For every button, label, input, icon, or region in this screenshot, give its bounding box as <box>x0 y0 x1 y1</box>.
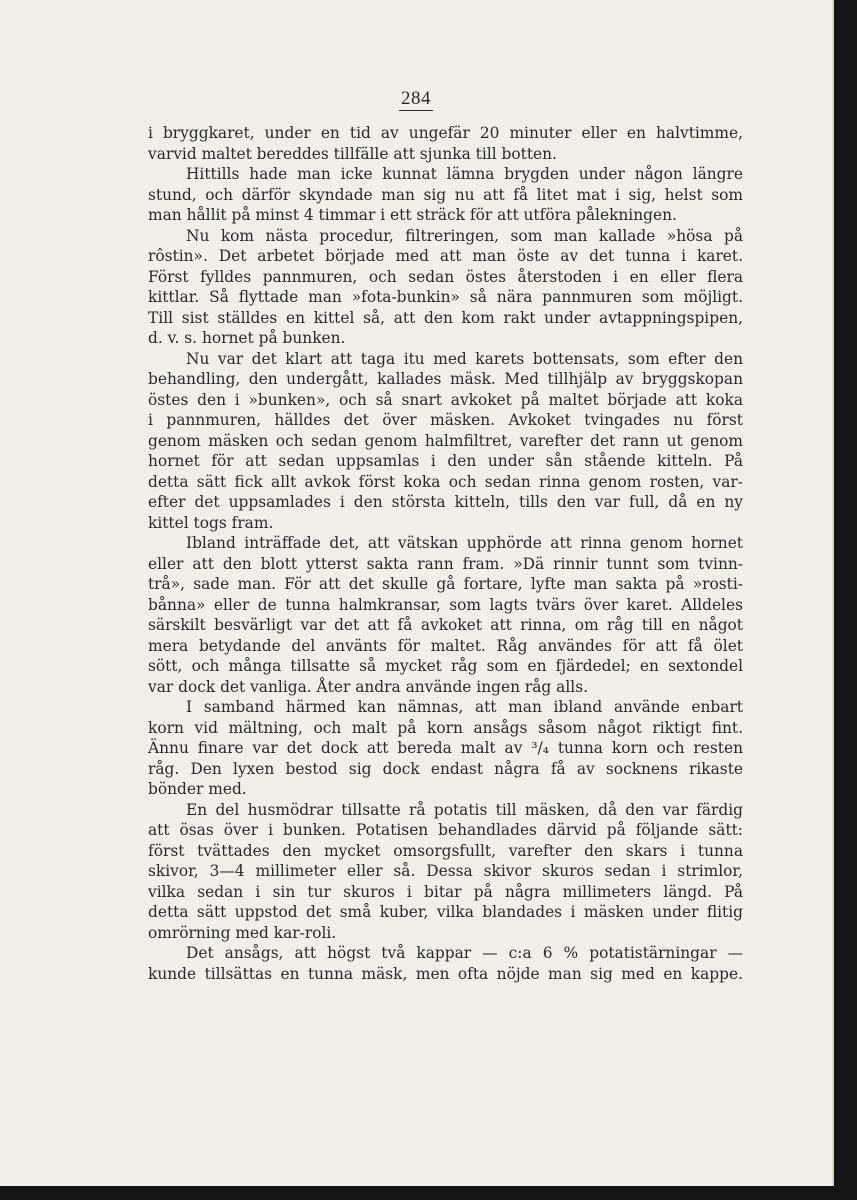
text-line: rôstin». Det arbetet började med att man öste av det tunna i karet. <box>148 247 743 265</box>
text-line: detta sätt uppstod det små kuber, vilka blandades i mäsken under flitig <box>148 903 743 921</box>
text-line: vilka sedan i sin tur skuros i bitar på några millimeters längd. På <box>148 882 743 901</box>
text-line: bånna» eller de tunna halmkransar, som lagts tvärs över karet. Alldeles <box>148 595 743 614</box>
text-line: hornet för att sedan uppsamlas i den under sån stående kitteln. På <box>148 452 743 470</box>
text-line: var dock det vanliga. Åter andra använde ingen råg alls. <box>148 677 588 696</box>
text-line: efter det uppsamlades i den största kitteln, tills den var full, då en ny <box>148 493 743 511</box>
text-line: genom mäsken och sedan genom halmfiltret, varefter det rann ut genom <box>148 431 743 450</box>
text-line: att ösas över i bunken. Potatisen behandlades därvid på följande sätt: <box>148 821 743 839</box>
text-line: Till sist ställdes en kittel så, att den kom rakt under avtappningspipen, <box>148 308 743 327</box>
text-line: omrörning med kar-roli. <box>148 923 337 942</box>
text-line: detta sätt fick allt avkok först koka och sedan rinna genom rosten, var- <box>148 472 743 491</box>
text-line: i pannmuren, hälldes det över mäsken. Avkoket tvingades nu först <box>148 411 743 429</box>
text-line: man hållit på minst 4 timmar i ett sträck för att utföra pålekningen. <box>148 206 677 224</box>
text-line: kunde tillsättas en tunna mäsk, men ofta nöjde man sig med en kappe. <box>148 964 743 983</box>
text-line: varvid maltet bereddes tillfälle att sjunka till botten. <box>148 144 557 163</box>
text-line: Det ansågs, att högst två kappar — c:a 6 % potatistärningar — <box>186 944 743 962</box>
text-line: Ibland inträffade det, att vätskan upphörde att rinna genom hornet <box>186 534 743 552</box>
text-line: kittel togs fram. <box>148 513 274 532</box>
text-line: En del husmödrar tillsatte rå potatis till mäsken, då den var färdig <box>186 800 743 819</box>
text-line: mera betydande del använts för maltet. Råg användes för att få ölet <box>148 636 743 655</box>
text-line: Ännu finare var det dock att bereda malt av ³/₄ tunna korn och resten <box>148 739 743 757</box>
text-line: bönder med. <box>148 780 247 798</box>
text-line: Nu kom nästa procedur, filtreringen, som man kallade »hösa på <box>186 226 743 245</box>
text-line: d. v. s. hornet på bunken. <box>148 329 346 347</box>
text-line: östes den i »bunken», och så snart avkoket på maltet började att koka <box>148 390 743 409</box>
scan-border-bottom <box>0 1186 857 1200</box>
text-line: särskilt besvärligt var det att få avkoket att rinna, om råg till en något <box>148 616 743 634</box>
text-line: trå», sade man. För att det skulle gå fortare, lyfte man sakta på »rosti- <box>148 575 743 593</box>
text-line: kittlar. Så flyttade man »fota-bunkin» så nära pannmuren som möjligt. <box>148 288 743 306</box>
text-line: skivor, 3—4 millimeter eller så. Dessa skivor skuros sedan i strimlor, <box>148 862 743 880</box>
text-line: Först fylldes pannmuren, och sedan östes återstoden i en eller flera <box>148 267 743 286</box>
text-line: I samband härmed kan nämnas, att man ibland använde enbart <box>186 698 743 716</box>
text-line: Nu var det klart att taga itu med karets bottensats, som efter den <box>186 349 743 368</box>
text-line: stund, och därför skyndade man sig nu att få litet mat i sig, helst som <box>148 185 743 204</box>
body-text <box>148 123 743 984</box>
text-line: eller att den blott ytterst sakta rann fram. »Dä rinnir tunnt som tvinn- <box>148 554 743 573</box>
text-line: korn vid mältning, och malt på korn ansågs såsom något riktigt fint. <box>148 718 743 737</box>
text-line: i bryggkaret, under en tid av ungefär 20 minuter eller en halvtimme, <box>148 124 743 142</box>
text-line: behandling, den undergått, kallades mäsk. Med tillhjälp av bryggskopan <box>148 370 743 388</box>
page-number: 284 <box>401 88 431 109</box>
text-line: råg. Den lyxen bestod sig dock endast några få av socknens rikaste <box>148 759 743 778</box>
scan-border-right <box>834 0 857 1200</box>
text-line: först tvättades den mycket omsorgsfullt, varefter den skars i tunna <box>148 841 743 860</box>
text-line: Hittills hade man icke kunnat lämna brygden under någon längre <box>186 165 743 183</box>
text-line: sött, och många tillsatte så mycket råg som en fjärdedel; en sextondel <box>148 657 743 675</box>
